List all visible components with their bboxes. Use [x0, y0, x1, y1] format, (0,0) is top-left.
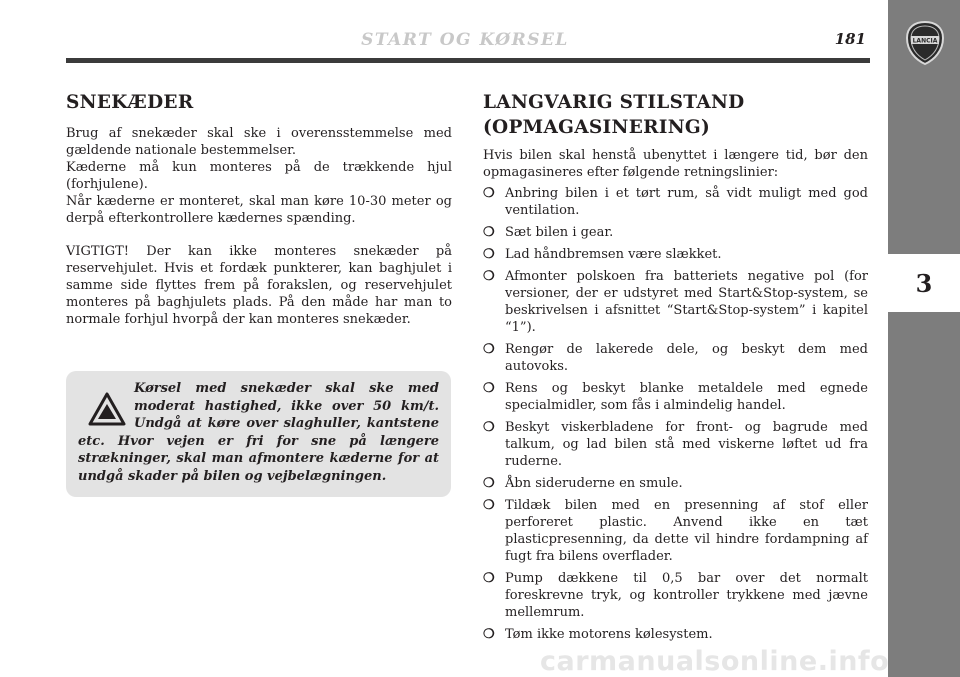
header-rule [66, 58, 870, 63]
right-column [483, 90, 868, 648]
storage-step-text: Åbn sideruderne en smule. [505, 476, 683, 491]
storage-step-text: Tildæk bilen med en presenning af stof eller perforeret plastic. Anvend ikke en tæt plasticpresenning, da dette vil hindre fordampning af fugt fra bilens overflader. [505, 498, 868, 564]
storage-step-item [483, 626, 868, 643]
circle-bullet-icon: ❍ [483, 225, 495, 240]
storage-step-text: Sæt bilen i gear. [505, 225, 614, 240]
circle-bullet-icon: ❍ [483, 627, 495, 642]
section-heading-line2: (OPMAGASINERING) [483, 117, 711, 138]
warning-box [66, 371, 451, 497]
storage-step-item [483, 419, 868, 470]
storage-step-item [483, 268, 868, 336]
circle-bullet-icon: ❍ [483, 342, 495, 357]
paragraph-tension-check: Når kæderne er monteret, skal man køre 10-30 meter og derpå efterkontrollere kædernes spænding. [66, 194, 452, 226]
storage-intro: Hvis bilen skal henstå ubenyttet i længere tid, bør den opmagasineres efter følgende retningslinier: [483, 148, 868, 180]
storage-step-text: Anbring bilen i et tørt rum, så vidt muligt med god ventilation. [505, 186, 868, 218]
storage-step-text: Beskyt viskerbladene for front- og bagrude med talkum, og lad bilen stå med viskerne løftet ud fra ruderne. [505, 420, 868, 469]
storage-step-item [483, 380, 868, 414]
section-heading-line1: LANGVARIG STILSTAND [483, 92, 745, 113]
paragraph-regulations: Brug af snekæder skal ske i overensstemmelse med gældende nationale bestemmelser. [66, 126, 452, 158]
lancia-shield-logo-icon [905, 20, 945, 66]
left-column [66, 90, 452, 328]
circle-bullet-icon: ❍ [483, 269, 495, 284]
paragraph-driving-wheels: Kæderne må kun monteres på de trækkende hjul (forhjulene). [66, 160, 452, 192]
storage-step-text: Afmonter polskoen fra batteriets negative pol (for versioner, der er udstyret med Start&Stop-system, se beskrivelsen i afsnittet “Start&Stop-system” i kapitel “1”). [505, 269, 868, 335]
page-number: 181 [834, 30, 866, 48]
paragraph-important-spare: VIGTIGT! Der kan ikke monteres snekæder på reservehjulet. Hvis et fordæk punkterer, kan baghjulet i samme side flyttes frem på forakslen, og reservehjulet monteres på baghjulets plads. På den måde har man to normale forhjul hvorpå der kan monteres snekæder. [66, 244, 452, 327]
chapter-tab: 3 [888, 254, 960, 312]
circle-bullet-icon: ❍ [483, 571, 495, 586]
storage-steps-list [483, 185, 868, 643]
storage-step-item [483, 224, 868, 241]
section-heading-storage [483, 90, 868, 140]
circle-bullet-icon: ❍ [483, 498, 495, 513]
warning-text: Kørsel med snekæder skal ske med moderat hastighed, ikke over 50 km/t. Undgå at køre over slaghuller, kantstene etc. Hvor vejen er fri for sne på længere strækninger, skal man afmontere kæderne for at undgå skader på bilen og vejbelægningen. [78, 381, 439, 484]
circle-bullet-icon: ❍ [483, 381, 495, 396]
storage-step-item [483, 497, 868, 565]
storage-step-text: Lad håndbremsen være slækket. [505, 247, 722, 262]
storage-step-text: Tøm ikke motorens kølesystem. [505, 627, 713, 642]
storage-step-text: Rens og beskyt blanke metaldele med egnede specialmidler, som fås i almindelig handel. [505, 381, 868, 413]
storage-step-text: Rengør de lakerede dele, og beskyt dem med autovoks. [505, 342, 868, 374]
storage-step-text: Pump dækkene til 0,5 bar over det normalt foreskrevne tryk, og kontroller trykkene med jævne mellemrum. [505, 571, 868, 620]
circle-bullet-icon: ❍ [483, 247, 495, 262]
logo-text: LANCIA [912, 37, 938, 45]
storage-step-item [483, 185, 868, 219]
running-header-title: START OG KØRSEL [361, 30, 569, 50]
storage-step-item [483, 570, 868, 621]
storage-step-item [483, 475, 868, 492]
storage-step-item [483, 341, 868, 375]
watermark: carmanualsonline.info [540, 646, 890, 677]
section-heading-snow-chains: SNEKÆDER [66, 92, 194, 113]
circle-bullet-icon: ❍ [483, 476, 495, 491]
chapter-side-panel [888, 0, 960, 677]
warning-triangle-icon [88, 392, 126, 426]
circle-bullet-icon: ❍ [483, 186, 495, 201]
circle-bullet-icon: ❍ [483, 420, 495, 435]
storage-step-item [483, 246, 868, 263]
